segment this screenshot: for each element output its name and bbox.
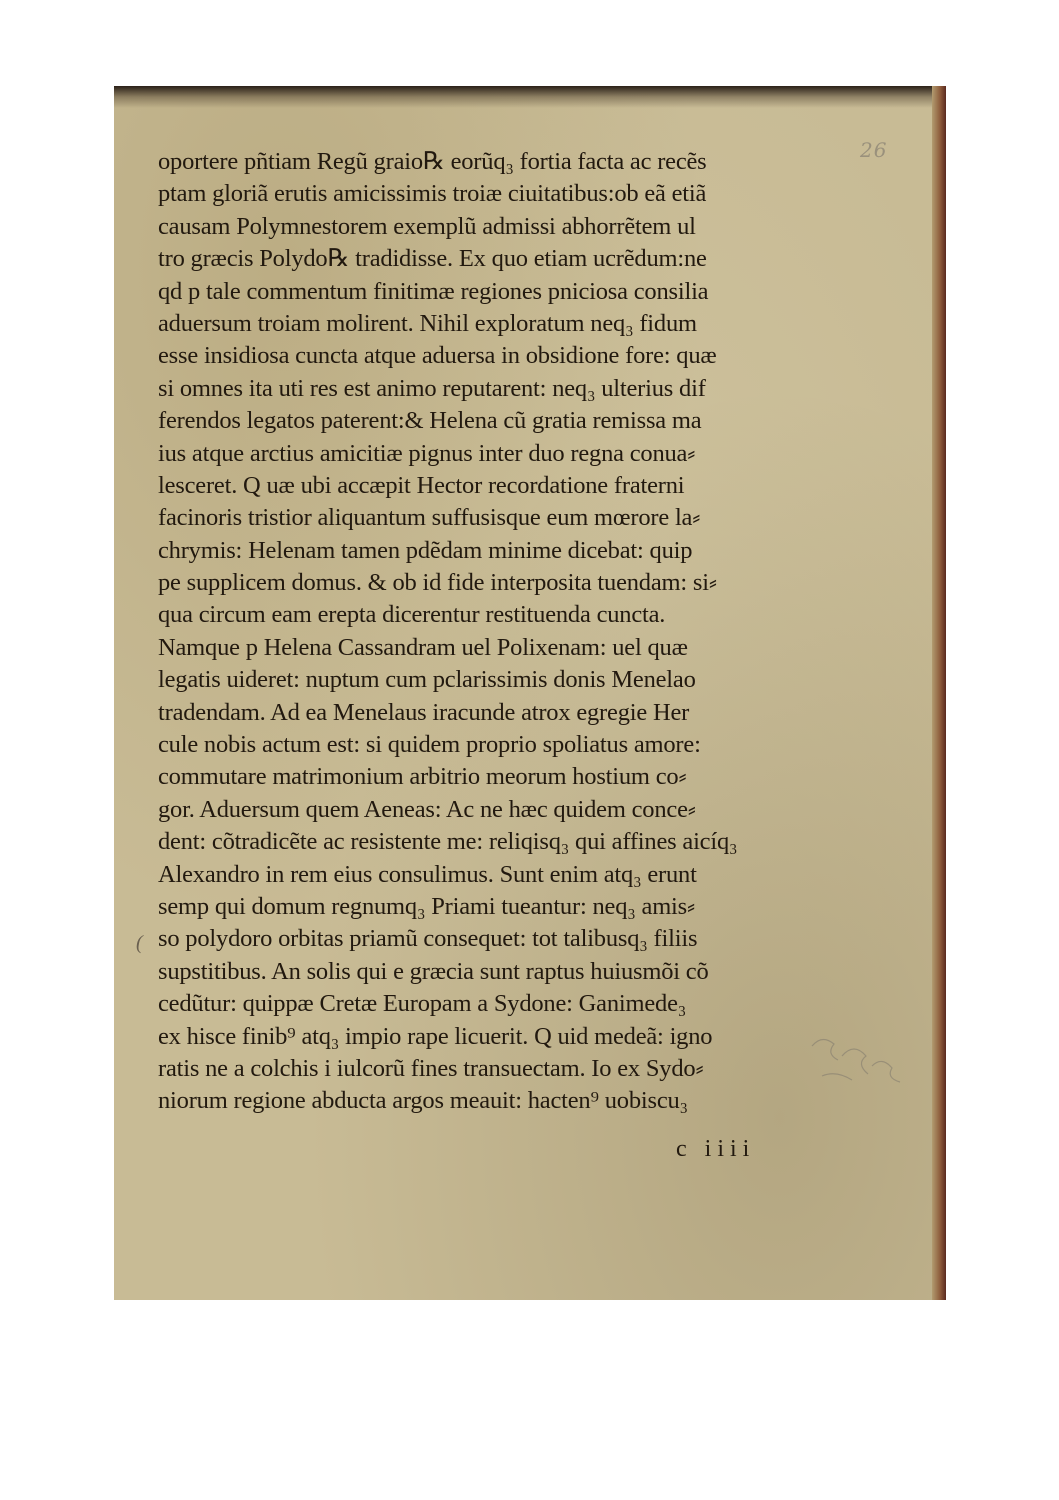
binding-shadow [114, 86, 946, 108]
text-line: Namque p Helena Cassandram uel Polixenam: uel quæ [158, 633, 688, 661]
margin-mark: ( [136, 932, 143, 954]
text-line: esse insidiosa cuncta atque aduersa in obsidione fore: quæ [158, 342, 717, 370]
library-stamp [802, 1026, 912, 1106]
text-line: facinoris tristior aliquantum suffusisque eum mœrore la⸗ [158, 504, 701, 532]
text-line: gor. Aduersum quem Aeneas: Ac ne hæc quidem conce⸗ [158, 795, 696, 823]
text-line: legatis uideret: nuptum cum pclarissimis donis Menelao [158, 666, 696, 694]
text-line: qd p tale commentum finitimæ regiones pniciosa consilia [158, 277, 709, 305]
text-line: chrymis: Helenam tamen pdẽdam minime dicebat: quip [158, 536, 693, 564]
text-line: qua circum eam erepta dicerentur restituenda cuncta. [158, 601, 666, 629]
text-line: niorum regione abducta argos meauit: hacten⁹ uobiscu₃ [158, 1087, 688, 1115]
text-line: commutare matrimonium arbitrio meorum hostium co⸗ [158, 763, 687, 791]
text-line: oportere pñtiam Regũ graio℞ eorũq₃ fortia facta ac recẽs [158, 148, 707, 175]
text-line: causam Polymnestorem exemplũ admissi abhorrẽtem ul [158, 212, 696, 240]
text-line: tradendam. Ad ea Menelaus iracunde atrox egregie Her [158, 698, 690, 726]
text-line: ratis ne a colchis i iulcorũ fines transuectam. Io ex Sydo⸗ [158, 1054, 704, 1082]
text-line: si omnes ita uti res est animo reputarent: neq₃ ulterius dif [158, 374, 706, 402]
text-block [158, 146, 818, 1118]
text-line: supstitibus. An solis qui e græcia sunt raptus huiusmõi cõ [158, 957, 709, 985]
text-line: so polydoro orbitas priamũ consequet: tot talibusq₃ filiis [158, 925, 698, 953]
text-line: lesceret. Q uæ ubi accæpit Hector recordatione fraterni [158, 471, 685, 499]
signature-mark: c iiii [676, 1136, 756, 1162]
text-line: Alexandro in rem eius consulimus. Sunt enim atq₃ erunt [158, 860, 697, 888]
text-line: pe supplicem domus. & ob id fide interposita tuendam: si⸗ [158, 569, 717, 597]
text-line: dent: cõtradicẽte ac resistente me: reliqisq₃ qui affines aicíq₃ [158, 828, 738, 856]
text-line: ius atque arctius amicitiæ pignus inter duo regna conua⸗ [158, 439, 696, 467]
folio-note: 26 [860, 138, 888, 162]
text-line: cedũtur: quippæ Cretæ Europam a Sydone: Ganimede₃ [158, 990, 687, 1018]
text-line: semp qui domum regnumq₃ Priami tueantur: neq₃ amis⸗ [158, 892, 695, 920]
text-line: cule nobis actum est: si quidem proprio spoliatus amore: [158, 731, 701, 759]
text-line: aduersum troiam molirent. Nihil exploratum neq₃ fidum [158, 309, 697, 337]
scanned-page [114, 86, 946, 1300]
page-edge [932, 86, 946, 1300]
text-line: ptam gloriã erutis amicissimis troiæ ciuitatibus:ob eã etiã [158, 180, 707, 208]
text-line: ferendos legatos paterent:& Helena cũ gratia remissa ma [158, 407, 702, 435]
text-line: ex hisce finib⁹ atq₃ impio rape licuerit. Q uid medeã: igno [158, 1022, 713, 1050]
text-line: tro græcis Polydo℞ tradidisse. Ex quo etiam ucrẽdum:ne [158, 245, 707, 273]
